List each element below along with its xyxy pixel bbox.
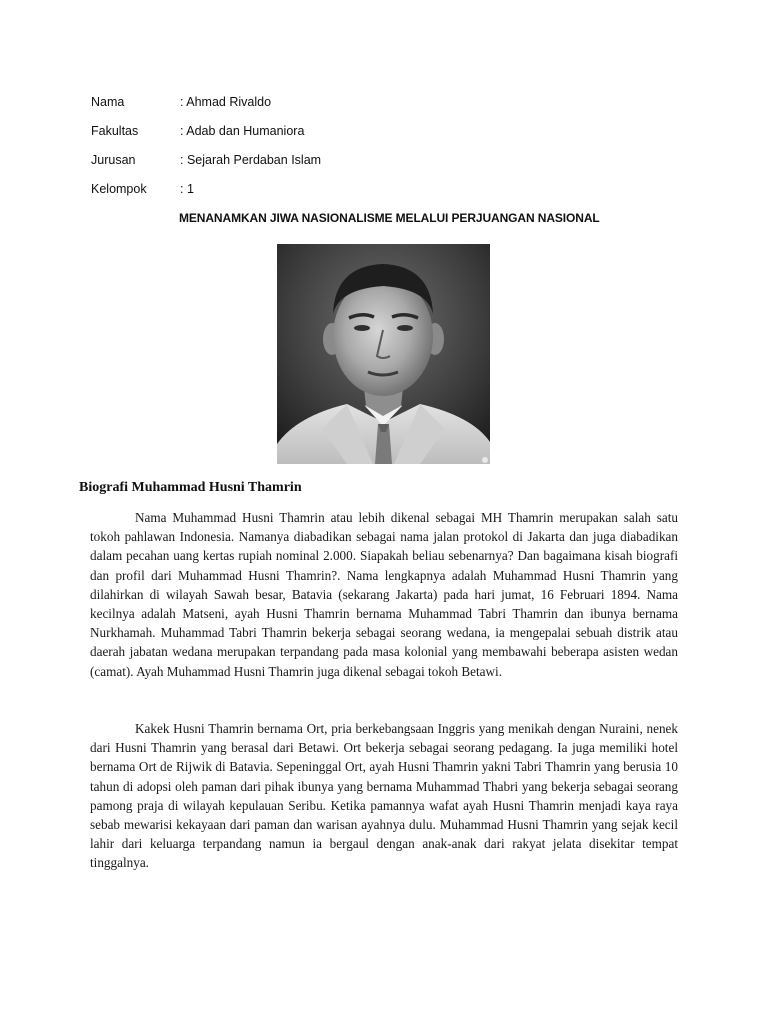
info-label-nama: Nama	[91, 95, 125, 109]
portrait-photo	[277, 244, 490, 464]
biography-paragraph-2: Kakek Husni Thamrin bernama Ort, pria berkebangsaan Inggris yang menikah dengan Nuraini, nenek dari Husni Thamrin yang berasal dari Betawi. Ort bekerja sebagai seorang pedagang. Ia juga memiliki hotel bernama Ort de Rijwik di Batavia. Sepeninggal Ort, ayah Husni Thamrin yakni Tabri Thamrin yang berusia 10 tahun di adopsi oleh paman dari pihak ibunya yang bernama Muhammad Thabri yang bekerja sebagai seorang pamong praja di wilayah kepulauan Seribu. Ketika pamannya wafat ayah Husni Thamrin menjadi kaya raya sebab mewarisi kekayaan dari paman dan warisan ayahnya dulu. Muhammad Husni Thamrin yang sejak kecil lahir dari keluarga terpandang namun ia bergaul dengan anak-anak dari rakyat jelata disekitar tempat tinggalnya.	[90, 721, 678, 871]
info-value-nama: : Ahmad Rivaldo	[180, 95, 272, 109]
document-title: MENANAMKAN JIWA NASIONALISME MELALUI PERJUANGAN NASIONAL	[179, 211, 600, 225]
info-value-jurusan: : Sejarah Perdaban Islam	[180, 153, 322, 167]
info-label-jurusan: Jurusan	[91, 153, 136, 167]
portrait-image	[277, 244, 490, 464]
info-value-kelompok: : 1	[180, 182, 194, 196]
biography-heading: Biografi Muhammad Husni Thamrin	[79, 480, 302, 495]
biography-paragraph-1: Nama Muhammad Husni Thamrin atau lebih dikenal sebagai MH Thamrin merupakan salah satu tokoh pahlawan Indonesia. Namanya diabadikan sebagai nama jalan protokol di Jakarta dan juga diabadikan dalam pecahan uang kertas rupiah nominal 2.000. Siapakah beliau sebenarnya? Dan bagaimana kisah biografi dan profil dari Muhammad Husni Thamrin?. Nama lengkapnya adalah Muhammad Husni Thamrin yang dilahirkan di wilayah Sawah besar, Batavia (sekarang Jakarta) pada hari jumat, 16 Februari 1894. Nama kecilnya adalah Matseni, ayah Husni Thamrin bernama Muhammad Tabri Thamrin dan ibunya bernama Nurkhamah. Muhammad Tabri Thamrin bekerja sebagai seorang wedana, ia mengepalai sebuah distrik atau daerah jabatan wedana merupakan terpandang pada masa kolonial yang membawahi beberapa asisten wedan (camat). Ayah Muhammad Husni Thamrin juga dikenal sebagai tokoh Betawi.	[90, 510, 678, 679]
info-label-kelompok: Kelompok	[91, 182, 147, 196]
info-label-fakultas: Fakultas	[91, 124, 139, 138]
info-value-fakultas: : Adab dan Humaniora	[180, 124, 305, 138]
